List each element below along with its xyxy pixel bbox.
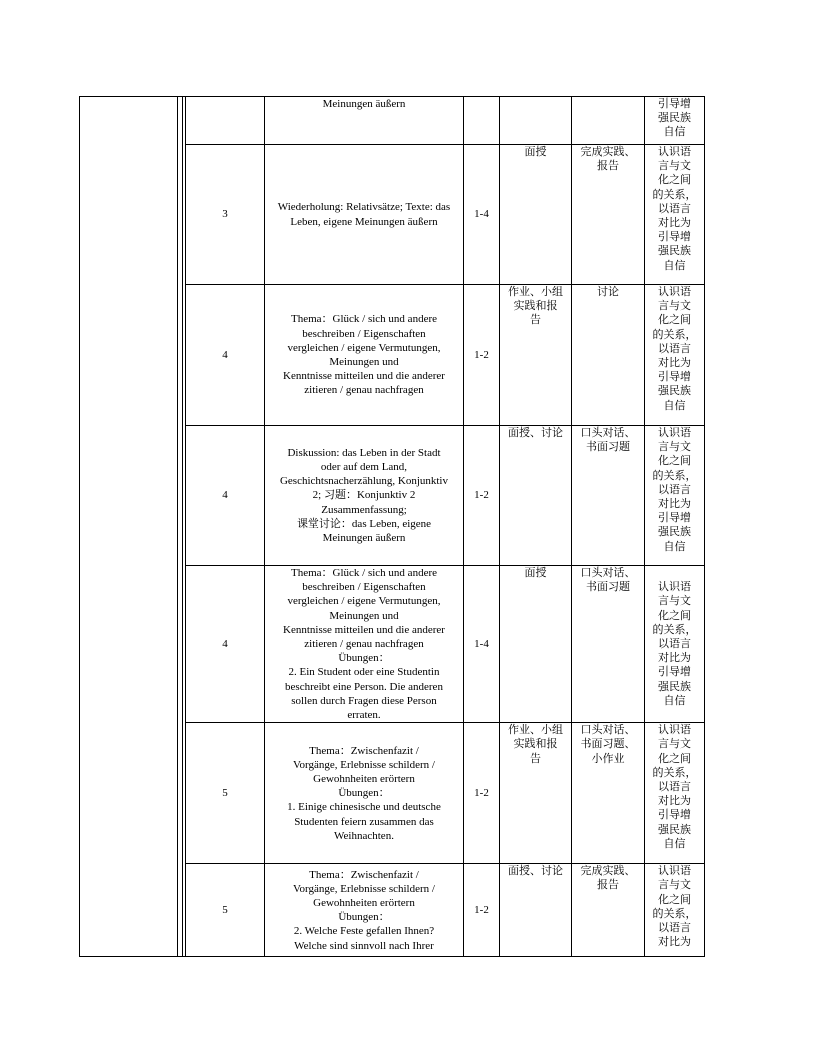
hours-cell: 1-2	[464, 864, 500, 957]
hours-cell: 1-2	[464, 426, 500, 566]
week-cell	[186, 97, 265, 145]
content-cell: Meinungen äußern	[265, 97, 464, 145]
week-cell: 4	[186, 566, 265, 723]
assessment-cell: 口头对话、 书面习题、 小作业	[572, 723, 645, 864]
table-row	[80, 97, 705, 145]
week-cell: 5	[186, 723, 265, 864]
method-cell: 面授	[500, 145, 572, 285]
ideology-cell: 认识语 言与文 化之间 的关系， 以语言 对比为	[645, 864, 705, 957]
syllabus-table	[79, 96, 705, 957]
method-cell	[500, 97, 572, 145]
ideology-cell: 认识语 言与文 化之间 的关系， 以语言 对比为 引导增 强民族 自信	[645, 723, 705, 864]
assessment-cell	[572, 97, 645, 145]
assessment-cell: 口头对话、 书面习题	[572, 566, 645, 723]
method-cell: 面授、讨论	[500, 864, 572, 957]
chapter-cell	[80, 97, 178, 957]
ideology-cell: 认识语 言与文 化之间 的关系， 以语言 对比为 引导增 强民族 自信	[645, 145, 705, 285]
method-cell: 作业、小组 实践和报 告	[500, 723, 572, 864]
hours-cell: 1-4	[464, 566, 500, 723]
week-cell: 4	[186, 285, 265, 426]
ideology-cell: 认识语 言与文 化之间 的关系， 以语言 对比为 引导增 强民族 自信	[645, 285, 705, 426]
hours-cell: 1-2	[464, 723, 500, 864]
method-cell: 作业、小组 实践和报 告	[500, 285, 572, 426]
content-cell: Thema：Glück / sich und andere beschreiben / Eigenschaften vergleichen / eigene Vermutungen, Meinungen und Kenntnisse mitteilen und die anderer zitieren / genau nachfragen Übungen： 2. Ein Student oder eine Studentin beschreibt eine Person. Die anderen sollen durch Fragen diese Person erraten.	[265, 566, 464, 723]
hours-cell: 1-2	[464, 285, 500, 426]
assessment-cell: 口头对话、 书面习题	[572, 426, 645, 566]
assessment-cell: 完成实践、 报告	[572, 864, 645, 957]
assessment-cell: 完成实践、 报告	[572, 145, 645, 285]
method-cell: 面授、讨论	[500, 426, 572, 566]
week-cell: 5	[186, 864, 265, 957]
week-cell: 3	[186, 145, 265, 285]
content-cell: Wiederholung: Relativsätze; Texte: das Leben, eigene Meinungen äußern	[265, 145, 464, 285]
hours-cell	[464, 97, 500, 145]
ideology-cell: 认识语 言与文 化之间 的关系， 以语言 对比为 引导增 强民族 自信	[645, 426, 705, 566]
ideology-cell: 引导增 强民族 自信	[645, 97, 705, 145]
method-cell: 面授	[500, 566, 572, 723]
hours-cell: 1-4	[464, 145, 500, 285]
content-cell: Diskussion: das Leben in der Stadt oder auf dem Land, Geschichtsnacherzählung, Konjunktiv 2; 习题：Konjunktiv 2 Zusammenfassung; 课堂讨论：das Leben, eigene Meinungen äußern	[265, 426, 464, 566]
ideology-cell: 认识语 言与文 化之间 的关系， 以语言 对比为 引导增 强民族 自信	[645, 566, 705, 723]
assessment-cell: 讨论	[572, 285, 645, 426]
content-cell: Thema：Glück / sich und andere beschreiben / Eigenschaften vergleichen / eigene Vermutungen, Meinungen und Kenntnisse mitteilen und die anderer zitieren / genau nachfragen	[265, 285, 464, 426]
content-cell: Thema：Zwischenfazit / Vorgänge, Erlebnisse schildern / Gewohnheiten erörtern Übungen： 2. Welche Feste gefallen Ihnen? Welche sind sinnvoll nach Ihrer	[265, 864, 464, 957]
week-cell: 4	[186, 426, 265, 566]
content-cell: Thema：Zwischenfazit / Vorgänge, Erlebnisse schildern / Gewohnheiten erörtern Übungen： 1. Einige chinesische und deutsche Studenten feiern zusammen das Weihnachten.	[265, 723, 464, 864]
